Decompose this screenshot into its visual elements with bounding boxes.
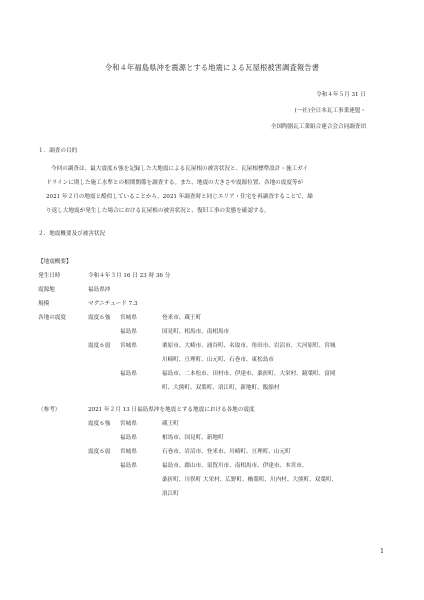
epicenter-label: 震源地: [38, 287, 55, 293]
intensity-prefecture: 宮城県: [120, 315, 137, 321]
section-heading-overview: ２．地震概要及び被害状況: [38, 231, 106, 237]
intensity-level: 震度６強: [88, 315, 111, 321]
purpose-paragraph: [46, 162, 380, 218]
reference-label: （参考）: [38, 407, 61, 413]
intensity-places: 町、大熊町、双葉町、浪江町、新地町、飯舘村: [162, 385, 280, 391]
organization-line-1: (一社)全日本瓦工事業連盟・: [294, 108, 366, 114]
overview-header: 【地震概要】: [38, 259, 72, 265]
reference-level: 震度６弱: [88, 449, 111, 455]
purpose-line: 2021 年２月の地震と酷似していることから、2021 年調査時と同じエリア・住宅を再調査することで、繰: [46, 194, 313, 200]
occurrence-value: 令和４年３月 16 日 23 時 36 分: [88, 273, 171, 279]
reference-prefecture: 福島県: [120, 435, 137, 441]
reference-places: 桑折町、川俣町 大栄村、広野町、楢葉町、川内村、大熊町、双葉町、: [162, 477, 338, 483]
document-title: 令和４年福島県沖を震源とする地震による瓦屋根被害調査報告書: [104, 63, 320, 72]
organization-line-2: 全国陶器瓦工業組合連合会合同調査団: [270, 124, 366, 130]
purpose-line: ドラインに則した施工水準との相関関係を調査する。また、地震の大きさや震源位置、各地の震度等が: [46, 180, 304, 186]
intensity-places: 国見町、相馬市、南相馬市: [162, 329, 230, 335]
intensity-prefecture: 宮城県: [120, 343, 137, 349]
reference-places: 蔵王町: [162, 421, 179, 427]
reference-prefecture: 福島県: [120, 463, 137, 469]
magnitude-label: 規模: [38, 301, 50, 307]
section-heading-purpose: １．調査の目的: [38, 148, 78, 154]
report-date: 令和４年５月 31 日: [316, 92, 366, 98]
reference-level: 震度６強: [88, 421, 111, 427]
intensity-places: 栗原市、大崎市、涌谷町、名取市、角田市、岩沼市、大河原町、宮城: [162, 343, 336, 349]
page-number: 1: [380, 548, 384, 555]
purpose-line: 今回の調査は、最大震度６強を記録した大地震による瓦屋根の被害状況と、瓦屋根標準設計・施工ガイ: [51, 166, 309, 172]
intensity-places: 川崎町、亘理町、山元町、石巻市、東松島市: [162, 357, 274, 363]
magnitude-value: マグニチュード 7.3: [88, 301, 138, 307]
reference-prefecture: 宮城県: [120, 421, 137, 427]
reference-places: 浪江町: [162, 491, 179, 497]
reference-prefecture: 宮城県: [120, 449, 137, 455]
reference-title: 2021 年２月 13 日福島県沖を地震とする地震における各地の震度: [88, 407, 255, 413]
reference-places: 相馬市、国見町、新地町: [162, 435, 224, 441]
epicenter-value: 福島県沖: [88, 287, 111, 293]
intensity-label: 各地の震度: [38, 315, 66, 321]
intensity-places: 福島市、二本松市、田村市、伊達市、桑折町、大栄村、鏡葉町、富岡: [162, 371, 336, 377]
reference-places: 福島市、郡山市、須賀川市、南相馬市、伊達市、本宮市、: [162, 463, 308, 469]
purpose-line: り返し大地震が発生した場合における瓦屋根の被害状況と、復旧工事の実態を確認する。: [46, 208, 270, 214]
intensity-places: 登米市、蔵王町: [162, 315, 202, 321]
intensity-prefecture: 福島県: [120, 371, 137, 377]
occurrence-label: 発生日時: [38, 273, 61, 279]
reference-places: 石巻市、岩沼市、登米市、川崎町、亘理町、山元町: [162, 449, 291, 455]
intensity-prefecture: 福島県: [120, 329, 137, 335]
intensity-level: 震度６弱: [88, 343, 111, 349]
